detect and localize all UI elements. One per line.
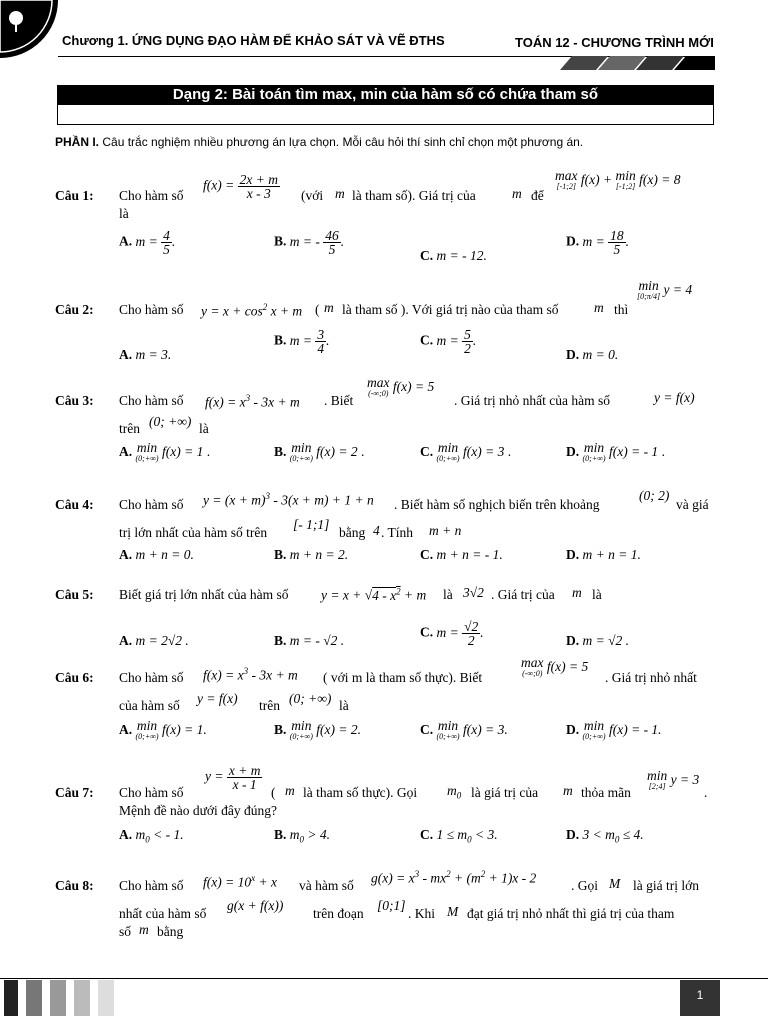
- math-expr: $g(x) = x^3 - mx^2 + (m^2 + 1)x - 2$: [371, 869, 537, 886]
- option-b[interactable]: B. m + n = 2.: [274, 547, 349, 562]
- math-expr: y = f(x): [654, 390, 695, 405]
- math-expr: y = $\frac{x + m}{x - 1}$: [205, 763, 261, 792]
- question-label: Câu 5:: [55, 587, 94, 602]
- option-b[interactable]: B. m = - √2 .: [274, 633, 345, 648]
- math-expr: min [0;π/4] y = 4: [637, 278, 693, 301]
- question-label: Câu 3:: [55, 393, 94, 408]
- page-number: 1: [680, 980, 720, 1016]
- math-expr: $f(x) = x^3 - 3x + m$: [203, 666, 298, 683]
- option-a[interactable]: A. min (0;+∞) f(x) = 1.: [119, 718, 207, 741]
- option-b[interactable]: B. min (0;+∞) f(x) = 2.: [274, 718, 361, 741]
- math-expr: g(x + f(x)): [227, 898, 284, 913]
- math-expr: $f(x) = 10^x + x$: [203, 873, 277, 890]
- question-8: Câu 8: Cho hàm số $f(x) = 10^x + x$ và hàm số $g(x) = x^3 - mx^2 + (m^2 + 1)x - 2$ . Gọi M là giá trị lớn nhất của hàm số g(x + f(x)) trên đoạn [0;1] . Khi M đạt giá trị nhỏ nhất thì giá trị của tham số m bằng: [55, 865, 715, 945]
- option-d[interactable]: D. min (0;+∞) f(x) = - 1.: [566, 718, 662, 741]
- question-label: Câu 7:: [55, 785, 94, 800]
- question-label: Câu 6:: [55, 670, 94, 685]
- math-expr: $y = (x + m)^3 - 3(x + m) + 1 + n$: [203, 491, 374, 508]
- option-c[interactable]: C. m = $\frac{√2}{2}$ .: [420, 619, 484, 648]
- option-c[interactable]: C. m = - 12.: [420, 248, 487, 263]
- option-b[interactable]: B. m = - $\frac{46}{5}$ .: [274, 228, 345, 257]
- question-label: Câu 8:: [55, 878, 94, 893]
- option-a[interactable]: A. min (0;+∞) f(x) = 1 .: [119, 440, 211, 463]
- part-label: PHẦN I.: [55, 135, 100, 149]
- footer-divider: [0, 978, 768, 979]
- question-3: Câu 3: Cho hàm số $f(x) = x^3 - 3x + m$ . Biết max (-∞;0) f(x) = 5 . Giá trị nhỏ nhất của hàm số y = f(x) trên (0; +∞) là A. min (0;+∞) f(x) = 1 . B. min (0;+∞) f(x) = 2 . C. min (0;+∞) f(x) = 3 . D. min (0;+∞) f(x) = - 1 .: [55, 375, 695, 463]
- option-d[interactable]: D. $3 < m_0 \le 4$.: [566, 827, 644, 845]
- math-expr: $y = x + √4 - x^2 + m$: [321, 586, 427, 603]
- option-d[interactable]: D. m = 0.: [566, 347, 619, 362]
- option-c[interactable]: C. min (0;+∞) f(x) = 3.: [420, 718, 508, 741]
- math-expr: max [-1;2] f(x) + min [-1;2] f(x) = 8: [555, 168, 681, 191]
- option-a[interactable]: A. m = 2√2 .: [119, 633, 189, 648]
- option-b[interactable]: B. $m_0 > 4$.: [274, 827, 331, 845]
- option-b[interactable]: B. m = $\frac{3}{4}$ .: [274, 327, 330, 356]
- math-expr: max (-∞;0) f(x) = 5: [521, 655, 589, 678]
- section-title: Dạng 2: Bài toán tìm max, min của hàm số có chứa tham số: [57, 85, 714, 105]
- math-expr: max (-∞;0) f(x) = 5: [367, 375, 435, 398]
- option-a[interactable]: A. m = $\frac{4}{5}$ .: [119, 228, 176, 257]
- option-b[interactable]: B. min (0;+∞) f(x) = 2 .: [274, 440, 365, 463]
- subject-title: TOÁN 12 - CHƯƠNG TRÌNH MỚI: [515, 35, 714, 50]
- question-5: Câu 5: Biết giá trị lớn nhất của hàm số $y = x + √4 - x^2 + m$ là 3√2 . Giá trị của m là A. m = 2√2 . B. m = - √2 . C. m = $\frac{√2}{2}$ . D. m = √2 .: [55, 580, 715, 655]
- question-1: Câu 1: Cho hàm số f(x) = $\frac{2x + m}{x - 3}$ (với m là tham số). Giá trị của m để max [-1;2] f(x) + min [-1;2] f(x) = 8 là A. m = $\frac{4}{5}$ . B. m = - $\frac{46}{5}$ . C. m = - 12. D. m = $\frac{18}{5}$ .: [55, 168, 681, 263]
- question-text: Cho hàm số: [119, 188, 184, 203]
- option-d[interactable]: D. min (0;+∞) f(x) = - 1 .: [566, 440, 665, 463]
- option-c[interactable]: C. $1 \le m_0 < 3$.: [420, 827, 498, 845]
- logo-icon: [0, 0, 60, 60]
- question-4: Câu 4: Cho hàm số $y = (x + m)^3 - 3(x + m) + 1 + n$ . Biết hàm số nghịch biến trên khoảng (0; 2) và giá trị lớn nhất của hàm số trên [- 1;1] bằng 4 . Tính m + n A. m + n = 0. B. m + n = 2. C. m + n = - 1. D. m + n = 1.: [55, 488, 709, 562]
- question-label: Câu 2:: [55, 302, 94, 317]
- option-d[interactable]: D. m + n = 1.: [566, 547, 641, 562]
- math-expr: $y = x + \cos^2 x + m$: [201, 302, 303, 319]
- header-stripes: [550, 56, 715, 70]
- chapter-title: Chương 1. ỨNG DỤNG ĐẠO HÀM ĐỂ KHẢO SÁT VÀ VẼ ĐTHS: [62, 33, 445, 48]
- math-expr: $f(x) = x^3 - 3x + m$: [205, 393, 300, 410]
- option-a[interactable]: A. m = 3.: [119, 347, 172, 362]
- part-text: Câu trắc nghiệm nhiều phương án lựa chọn. Mỗi câu hỏi thí sinh chỉ chọn một phương án.: [102, 135, 584, 149]
- question-6: Câu 6: Cho hàm số $f(x) = x^3 - 3x + m$ ( với m là tham số thực). Biết max (-∞;0) f(x) = 5 . Giá trị nhỏ nhất của hàm số y = f(x) trên (0; +∞) là A. min (0;+∞) f(x) = 1. B. min (0;+∞) f(x) = 2. C. min (0;+∞) f(x) = 3. D. min (0;+∞) f(x) = - 1.: [55, 655, 697, 741]
- footer-bars: [0, 980, 120, 1016]
- option-d[interactable]: D. m = √2 .: [566, 633, 630, 648]
- option-c[interactable]: C. m = $\frac{5}{2}$ .: [420, 327, 477, 356]
- question-2: Câu 2: Cho hàm số $y = x + \cos^2 x + m$ ( m là tham số ). Với giá trị nào của tham số m thì min [0;π/4] y = 4 A. m = 3. B. m = $\frac{3}{4}$ . C. m = $\frac{5}{2}$ . D. m = 0.: [55, 278, 693, 362]
- option-d[interactable]: D. m = $\frac{18}{5}$ .: [566, 228, 629, 257]
- option-c[interactable]: C. min (0;+∞) f(x) = 3 .: [420, 440, 512, 463]
- math-expr: min [2;4] y = 3: [647, 768, 700, 791]
- part-heading: [55, 135, 583, 149]
- question-7: Câu 7: Cho hàm số y = $\frac{x + m}{x - 1}$ ( m là tham số thực). Gọi $m_0$ là giá trị của m thỏa mãn min [2;4] y = 3 . Mệnh đề nào dưới đây đúng? A. $m_0$ < - 1. B. $m_0 > 4$. C. $1 \le m_0 < 3$. D. $3 < m_0 \le 4$.: [55, 760, 715, 855]
- option-a[interactable]: A. $m_0$ < - 1.: [119, 827, 184, 845]
- option-a[interactable]: A. m + n = 0.: [119, 547, 194, 562]
- question-label: Câu 1:: [55, 188, 94, 203]
- question-label: Câu 4:: [55, 497, 94, 512]
- math-expr: f(x) = $\frac{2x + m}{x - 3}$: [203, 172, 278, 201]
- option-c[interactable]: C. m + n = - 1.: [420, 547, 503, 562]
